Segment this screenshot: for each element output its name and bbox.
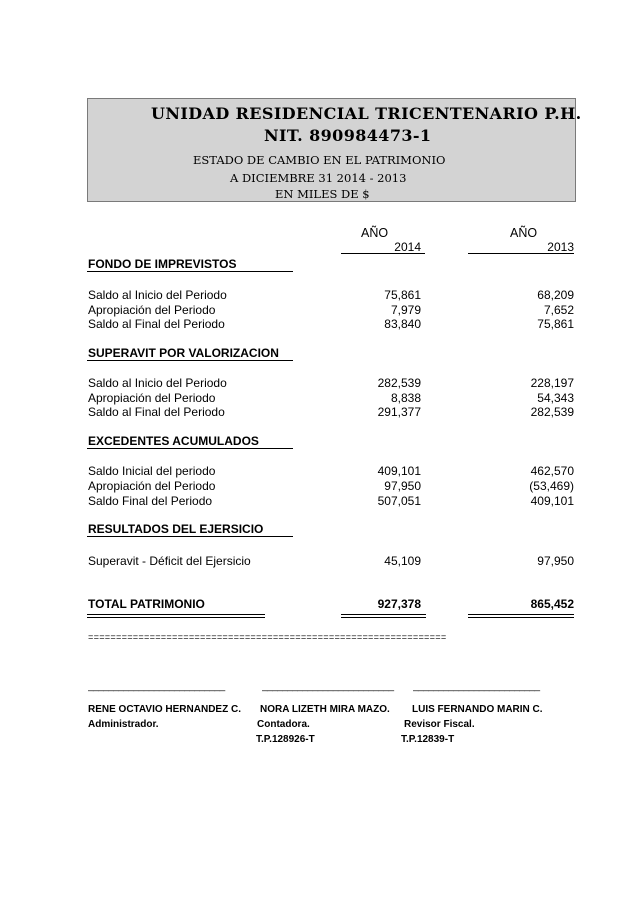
total-label: TOTAL PATRIMONIO [88,597,205,611]
value-2014: 409,101 [377,464,421,478]
value-2014: 7,979 [390,303,421,317]
value-2014: 97,950 [384,479,421,493]
year-2013-underline [468,253,574,254]
row-label: Saldo al Final del Periodo [88,317,225,331]
row-label: Superavit - Déficit del Ejersicio [88,554,251,568]
value-2013: 409,101 [530,494,574,508]
section-title-excedentes: EXCEDENTES ACUMULADOS [88,434,259,448]
signer-tp-contadora: T.P.128926-T [256,734,315,745]
signature-line-revisor: _________________________ [413,681,540,692]
value-2013: 462,570 [530,464,574,478]
section-title-resultados: RESULTADOS DEL EJERSICIO [88,522,264,536]
value-2013: (53,469) [529,479,574,493]
value-2013: 282,539 [530,405,574,419]
value-2013: 7,652 [543,303,574,317]
statement-units: EN MILES DE $ [275,187,370,201]
year-2013: 2013 [547,240,574,254]
row-label: Saldo al Inicio del Periodo [88,376,227,390]
signer-role-contadora: Contadora. [257,719,310,730]
year-label-2013: AÑO [510,226,538,240]
total-2013-double-rule [468,614,574,618]
value-2014: 75,861 [384,288,421,302]
year-label-2014: AÑO [361,226,389,240]
year-2014: 2014 [394,240,421,254]
statement-title: ESTADO DE CAMBIO EN EL PATRIMONIO [193,153,446,167]
value-2013: 54,343 [537,391,574,405]
separator-line: ================================================================ [88,633,447,643]
value-2014: 45,109 [384,554,421,568]
value-2013: 75,861 [537,317,574,331]
value-2014: 291,377 [377,405,421,419]
value-2014: 282,539 [377,376,421,390]
value-2014: 83,840 [384,317,421,331]
signer-role-administrador: Administrador. [88,719,159,730]
value-2014: 507,051 [377,494,421,508]
signer-name-administrador: RENE OCTAVIO HERNANDEZ C. [88,704,241,715]
section-underline [87,271,293,272]
section-title-superavit: SUPERAVIT POR VALORIZACION [88,346,279,360]
value-2014: 8,838 [390,391,421,405]
entity-nit: NIT. 890984473-1 [264,126,432,145]
signer-name-revisor: LUIS FERNANDO MARIN C. [412,704,543,715]
row-label: Saldo Inicial del periodo [88,464,216,478]
signer-name-contadora: NORA LIZETH MIRA MAZO. [260,704,390,715]
year-2014-underline [341,253,425,254]
section-underline [87,360,293,361]
signature-line-contadora: __________________________ [262,681,394,692]
row-label: Saldo al Inicio del Periodo [88,288,227,302]
statement-date: A DICIEMBRE 31 2014 - 2013 [230,171,407,185]
total-2014-double-rule [341,614,426,618]
total-2013: 865,452 [530,597,574,611]
signer-role-revisor: Revisor Fiscal. [404,719,475,730]
signature-line-administrador: ___________________________ [88,681,225,692]
total-label-double-rule [87,614,265,618]
section-underline [87,448,293,449]
header-box [87,98,582,202]
row-label: Apropiación del Periodo [88,479,216,493]
entity-name: UNIDAD RESIDENCIAL TRICENTENARIO P.H. [151,104,582,123]
section-underline [87,536,293,537]
value-2013: 228,197 [530,376,574,390]
value-2013: 68,209 [537,288,574,302]
row-label: Saldo al Final del Periodo [88,405,225,419]
row-label: Apropiación del Periodo [88,391,216,405]
row-label: Apropiación del Periodo [88,303,216,317]
row-label: Saldo Final del Periodo [88,494,213,508]
section-title-fondo: FONDO DE IMPREVISTOS [88,257,237,271]
value-2013: 97,950 [537,554,574,568]
total-2014: 927,378 [377,597,421,611]
signer-tp-revisor: T.P.12839-T [401,734,455,745]
